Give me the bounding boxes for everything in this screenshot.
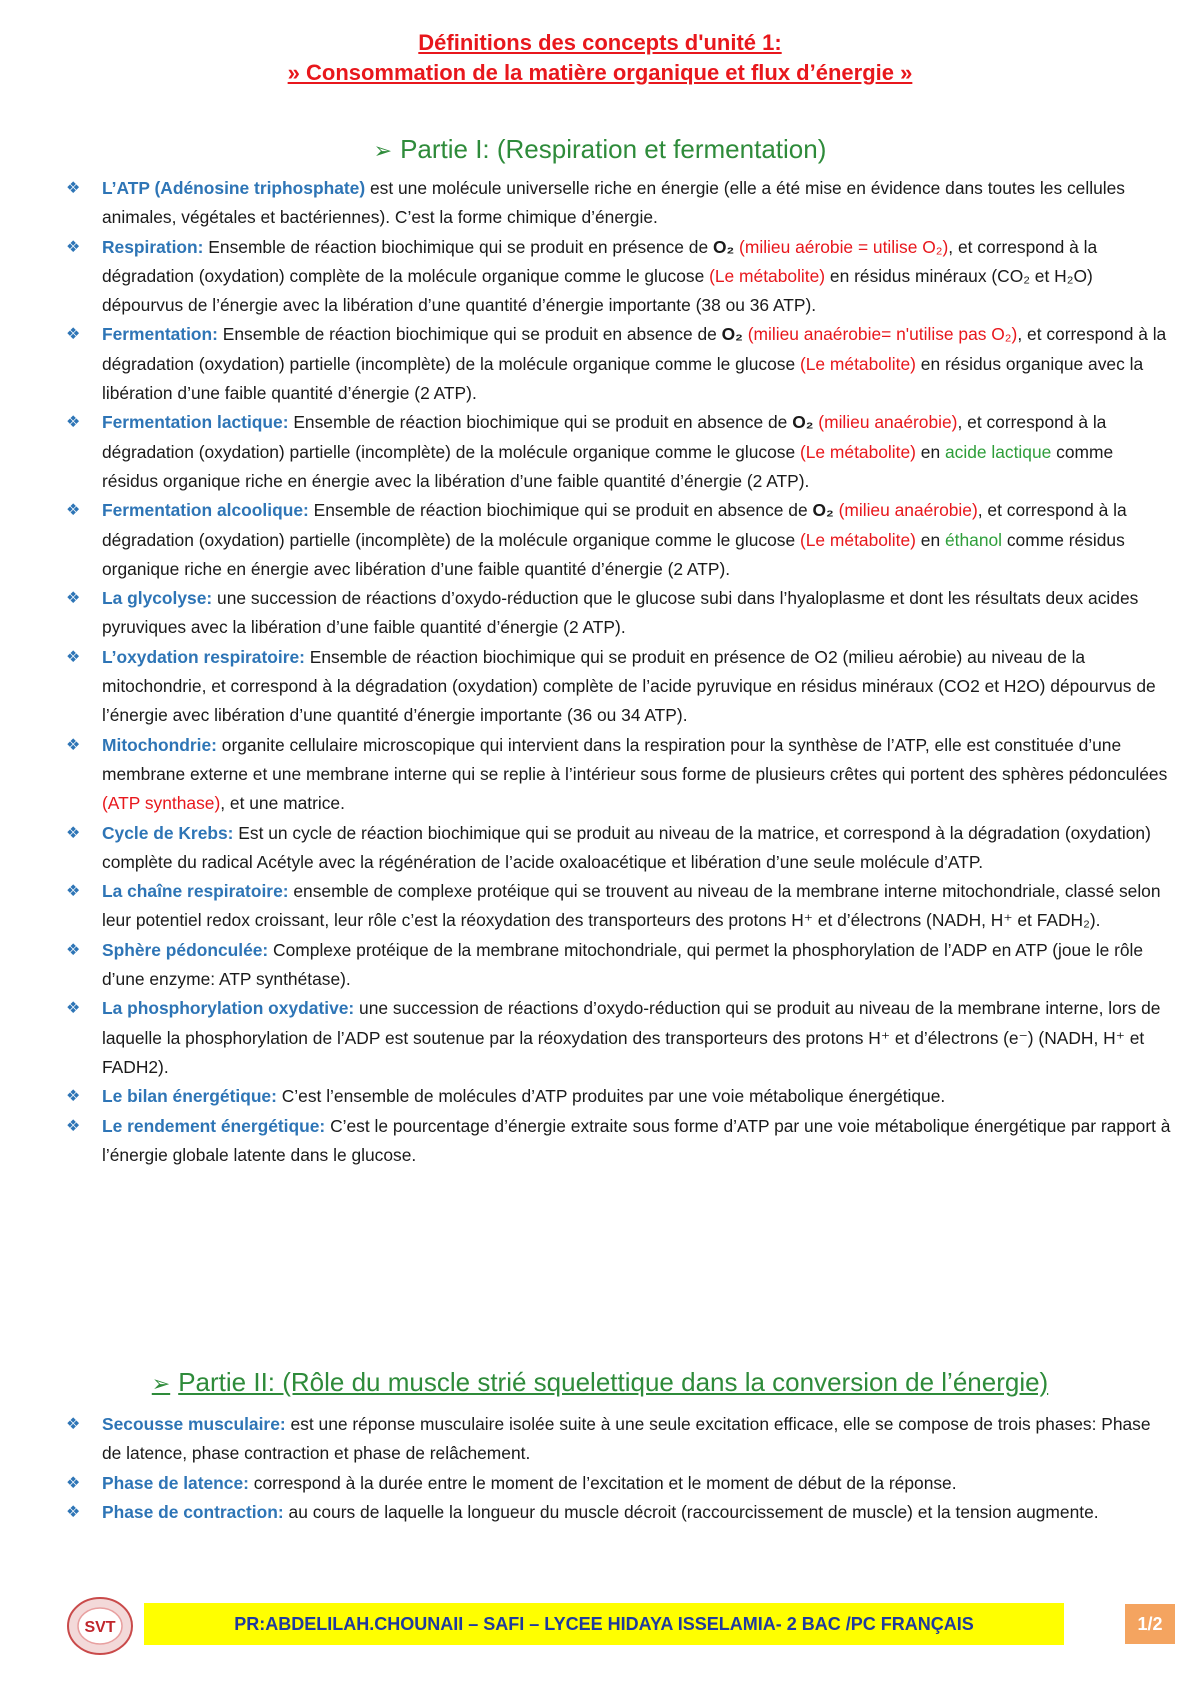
definition-term: Secousse musculaire: [102, 1414, 286, 1434]
diamond-bullet-icon: ❖ [66, 238, 81, 256]
definition-item [62, 994, 1172, 1082]
definition-text: O₂ [792, 412, 814, 433]
diamond-bullet-icon: ❖ [66, 941, 81, 959]
definition-text: en résidus minéraux (CO₂ et H₂O) dépourvus de l’énergie avec la libération d’une quantité d’énergie importante (38 ou 36 ATP). [102, 265, 1093, 316]
definition-item [62, 174, 1172, 233]
definition-text: , et correspond à la dégradation (oxydation) complète de la molécule organique comme le glucose [102, 236, 1098, 286]
definition-text: Ensemble de réaction biochimique qui se produit en présence de O2 (milieu aérobie) au niveau de la mitochondrie, et correspond à la dégradation (oxydation) complète de l’acide pyruvique en résidus minéraux (CO2 et H2O) dépourvus de l’énergie avec libération d’une quantité d’énergie importante (36 ou 34 ATP). [102, 646, 1156, 726]
arrow-icon: ➢ [151, 1371, 171, 1396]
diamond-bullet-icon: ❖ [66, 1416, 81, 1433]
definition-text: en [915, 529, 945, 550]
definition-item [62, 1469, 1172, 1498]
definition-text: (Le métabolite) [799, 353, 916, 374]
definition-text: ensemble de complexe protéique qui se trouvent au niveau de la membrane interne mitochondriale, classé selon leur potentiel redox croissant, leur rôle c’est la réoxydation des transporteurs des protons H⁺ et d’électrons (NADH, H⁺ et FADH₂). [102, 881, 1161, 931]
diamond-bullet-icon: ❖ [66, 1117, 81, 1135]
diamond-bullet-icon: ❖ [66, 1088, 81, 1106]
definition-term: Sphère pédonculée: [102, 939, 269, 960]
diamond-bullet-icon: ❖ [66, 1503, 81, 1521]
header-title-line2: » Consommation de la matière organique et flux d’énergie » [287, 60, 913, 85]
definition-text: Ensemble de réaction biochimique qui se produit en absence de [217, 324, 722, 345]
definition-text: est une réponse musculaire isolée suite à une seule excitation efficace, elle se compose de trois phases: Phase de latence, phase contraction et phase de relâchement. [102, 1414, 1151, 1464]
diamond-bullet-icon: ❖ [66, 883, 81, 901]
diamond-bullet-icon: ❖ [66, 180, 81, 197]
definition-text: (milieu anaérobie) [833, 500, 978, 521]
definition-item [62, 1082, 1172, 1111]
definition-term: Respiration: [102, 236, 204, 257]
definition-text: O₂ [712, 236, 735, 257]
diamond-bullet-icon: ❖ [66, 590, 81, 608]
diamond-bullet-icon: ❖ [66, 1474, 81, 1492]
definition-term: Phase de contraction: [102, 1501, 284, 1522]
definition-item [62, 936, 1172, 995]
definition-item [62, 320, 1172, 408]
definition-text: O₂ [721, 324, 743, 345]
definition-text: Ensemble de réaction biochimique qui se produit en absence de [308, 500, 813, 521]
definition-text: , et correspond à la dégradation (oxydation) partielle (incomplète) de la molécule organique comme le glucose [102, 500, 1127, 550]
definition-item [62, 731, 1172, 819]
part1-title-text: Partie I: (Respiration et fermentation) [400, 134, 827, 164]
definition-item [62, 408, 1172, 496]
definition-text: en résidus organique avec la libération d’une faible quantité d’énergie (2 ATP). [102, 353, 1144, 404]
arrow-icon: ➢ [373, 138, 393, 163]
page-number: 1/2 [1125, 1604, 1175, 1644]
definition-text: (milieu anaérobie= n'utilise pas O₂) [742, 324, 1018, 345]
definition-text: C’est l’ensemble de molécules d’ATP produites par une voie métabolique énergétique. [276, 1086, 946, 1107]
diamond-bullet-icon: ❖ [66, 1000, 81, 1018]
definition-term: Fermentation: [102, 324, 218, 345]
definition-text: (Le métabolite) [709, 265, 826, 286]
part2-title [0, 1365, 1200, 1401]
definition-text: (Le métabolite) [799, 441, 916, 462]
definition-text: (milieu aérobie = utilise O₂) [734, 236, 949, 257]
diamond-bullet-icon: ❖ [66, 824, 81, 842]
part1-definition-list [62, 174, 1172, 1170]
definition-term: Phase de latence: [102, 1472, 249, 1493]
definition-text: C’est le pourcentage d’énergie extraite sous forme d’ATP par une voie métabolique énergétique par rapport à l’énergie globale latente dans le glucose. [102, 1115, 1171, 1165]
definition-text: Ensemble de réaction biochimique qui se produit en absence de [288, 412, 793, 433]
definition-term: Le bilan énergétique: [102, 1086, 277, 1107]
definition-text: une succession de réactions d’oxydo-réduction qui se produit au niveau de la membrane interne, lors de laquelle la phosphorylation de l’ADP est soutenue par la réoxydation des transporteurs des protons H⁺ et d’électrons (e⁻) (NADH, H⁺ et FADH2). [102, 998, 1161, 1077]
definition-term: Mitochondrie: [102, 734, 217, 755]
svt-logo [62, 1590, 138, 1660]
definition-text: (milieu anaérobie) [813, 412, 958, 433]
diamond-bullet-icon: ❖ [66, 648, 81, 666]
definition-text: , et une matrice. [220, 793, 345, 814]
definition-term: La chaîne respiratoire: [102, 881, 289, 902]
part2-definition-list [62, 1410, 1172, 1527]
definition-text: , et correspond à la dégradation (oxydation) partielle (incomplète) de la molécule organique comme le glucose [102, 324, 1167, 374]
definition-text: (ATP synthase) [102, 793, 221, 814]
diamond-bullet-icon: ❖ [66, 502, 81, 520]
definition-text: comme résidus organique riche en énergie avec libération d’une faible quantité d’énergie (2 ATP). [102, 529, 1125, 579]
diamond-bullet-icon: ❖ [66, 736, 81, 754]
definition-text: organite cellulaire microscopique qui intervient dans la respiration pour la synthèse de l’ATP, elle est constituée d’une membrane externe et une membrane interne qui se replie à l’intérieur sous forme de plusieurs crêtes qui portent des sphères pédonculées [102, 734, 1168, 784]
definition-text: correspond à la durée entre le moment de l’excitation et le moment de début de la réponse. [248, 1472, 957, 1493]
diamond-bullet-icon: ❖ [66, 414, 81, 432]
part2-title-text: Partie II: (Rôle du muscle strié squelettique dans la conversion de l’énergie) [178, 1367, 1049, 1397]
page-header [0, 28, 1200, 88]
definition-term: Fermentation lactique: [102, 412, 289, 433]
definition-item [62, 819, 1172, 878]
definition-item [62, 496, 1172, 584]
definition-item [62, 877, 1172, 936]
definition-text: Ensemble de réaction biochimique qui se produit en présence de [203, 236, 713, 257]
definition-term: Cycle de Krebs: [102, 822, 234, 843]
diamond-bullet-icon: ❖ [66, 326, 81, 344]
definition-item [62, 1112, 1172, 1171]
part1-title [0, 132, 1200, 168]
definition-text: (Le métabolite) [799, 529, 916, 550]
definition-text: est une molécule universelle riche en énergie (elle a été mise en évidence dans toutes les cellules animales, végétales et bactériennes). C’est la forme chimique d’énergie. [102, 178, 1125, 228]
footer-bar [144, 1603, 1064, 1645]
definition-text: en [915, 441, 945, 462]
definition-text: O₂ [812, 500, 834, 521]
definition-term: La phosphorylation oxydative: [102, 998, 355, 1019]
definition-text: Est un cycle de réaction biochimique qui se produit au niveau de la matrice, et correspond à la dégradation (oxydation) complète du radical Acétyle avec la régénération de l’acide oxaloacétique et libération d’une seule molécule d’ATP. [102, 822, 1151, 872]
definition-item [62, 643, 1172, 731]
definition-text: au cours de laquelle la longueur du muscle décroit (raccourcissement de muscle) et la tension augmente. [283, 1501, 1099, 1522]
definition-term: L’ATP (Adénosine triphosphate) [102, 178, 366, 198]
footer-text: PR:ABDELILAH.CHOUNAII – SAFI – LYCEE HIDAYA ISSELAMIA- 2 BAC /PC FRANÇAIS [234, 1614, 974, 1634]
definition-text: éthanol [944, 529, 1003, 550]
definition-text: , et correspond à la dégradation (oxydation) partielle (incomplète) de la molécule organique comme le glucose [102, 412, 1107, 462]
definition-item [62, 233, 1172, 321]
definition-term: Fermentation alcoolique: [102, 500, 309, 521]
definition-text: comme résidus organique riche en énergie avec la libération d’une faible quantité d’énergie (2 ATP). [102, 441, 1114, 491]
definition-item [62, 584, 1172, 643]
definition-term: Le rendement énergétique: [102, 1115, 326, 1136]
logo-text: SVT [84, 1619, 116, 1636]
definition-text: Complexe protéique de la membrane mitochondriale, qui permet la phosphorylation de l’ADP en ATP (joue le rôle d’une enzyme: ATP synthétase). [102, 939, 1144, 990]
definition-item [62, 1410, 1172, 1469]
definition-term: L’oxydation respiratoire: [102, 646, 305, 667]
definition-term: La glycolyse: [102, 588, 213, 609]
definition-text: acide lactique [944, 441, 1052, 462]
definition-text: une succession de réactions d’oxydo-réduction que le glucose subi dans l’hyaloplasme et dont les résultats deux acides pyruviques avec la libération d’une faible quantité d’énergie (2 ATP). [102, 588, 1139, 638]
definition-item [62, 1498, 1172, 1527]
header-title-line1: Définitions des concepts d'unité 1: [418, 30, 782, 55]
